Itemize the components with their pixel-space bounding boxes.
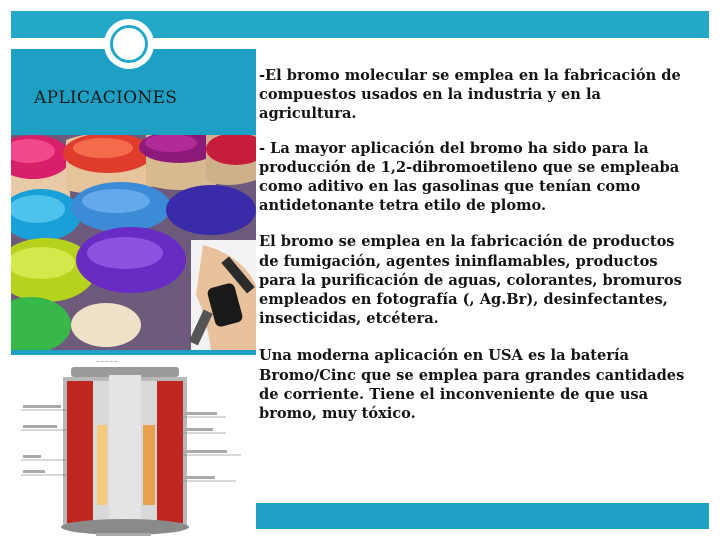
decorative-ring-icon: [110, 25, 148, 63]
paragraph-dibromoethylene: - La mayor aplicación del bromo ha sido para la producción de 1,2-dibromoetileno que se empleaba como aditivo en las gasolinas que tenían como antidetonante tetra etilo de plomo.: [259, 139, 680, 215]
paragraph-bromine-industry: -El bromo molecular se emplea en la fabricación de compuestos usados en la industria y en la agricultura.: [259, 67, 681, 123]
bottom-accent-strip: [256, 503, 709, 529]
svg-text:─ ─ ─ ─ ─: ─ ─ ─ ─ ─: [96, 359, 118, 365]
paragraph-zinc-bromine-battery: Una moderna aplicación en USA es la batería Bromo/Cinc que se emplea para grandes cantidades de corriente. Tiene el inconveniente de que usa bromo, muy tóxico.: [259, 347, 685, 423]
slide-title: APLICACIONES: [34, 88, 178, 108]
slide-body: [259, 66, 699, 440]
pigment-photo: [11, 135, 256, 350]
paragraph-fumigation-products: El bromo se emplea en la fabricación de productos de fumigación, agentes ininflamables, productos para la purificación de aguas, colorantes, bromuros empleados en fotografía (, Ag.Br), desinfectantes, insecticidas, etcétera.: [259, 233, 682, 328]
panel-divider: [256, 49, 257, 503]
battery-diagram: [11, 355, 256, 540]
